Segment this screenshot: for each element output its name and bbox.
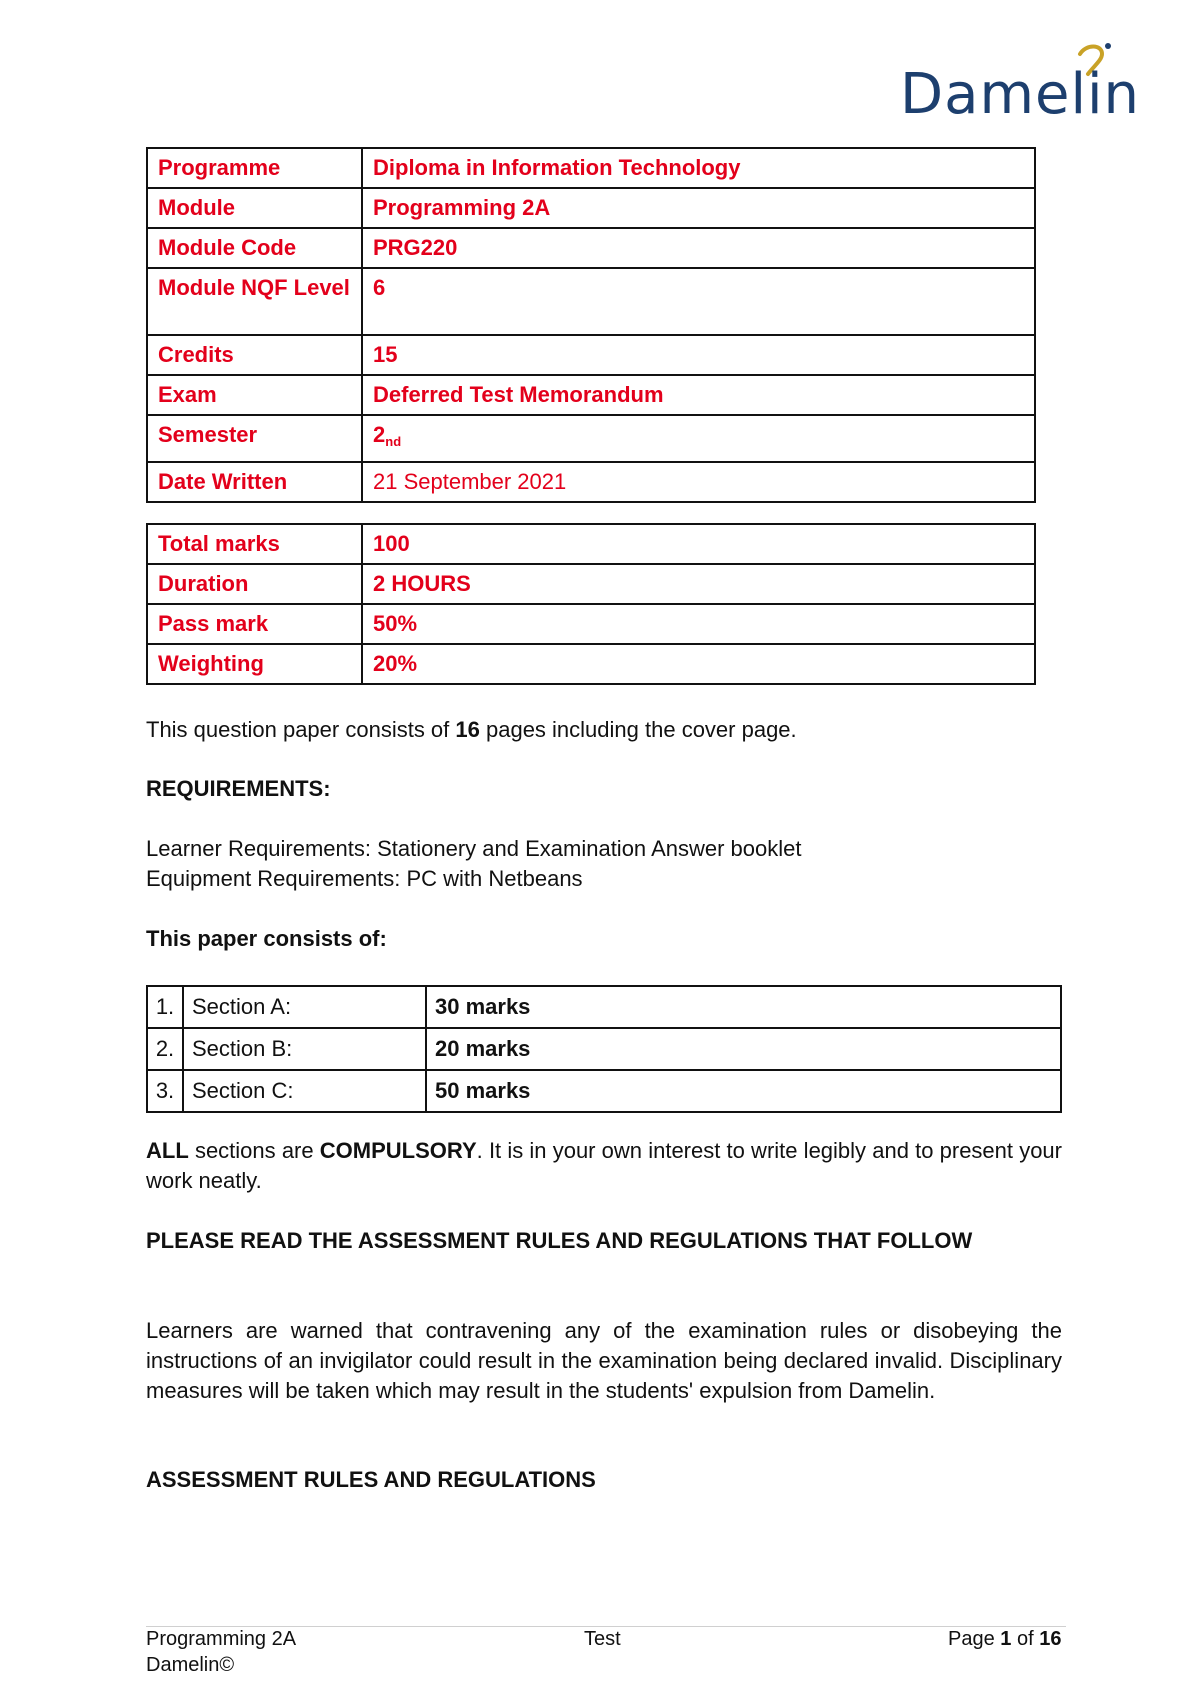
section-marks: 20 marks bbox=[426, 1028, 1061, 1070]
table-row bbox=[147, 268, 1035, 335]
section-name: Section B: bbox=[183, 1028, 426, 1070]
info-value: 6 bbox=[362, 268, 1035, 335]
footer-brand: Damelin© bbox=[146, 1654, 235, 1676]
section-number: 2. bbox=[147, 1028, 183, 1070]
marks-value: 50% bbox=[362, 604, 1035, 644]
sections-table bbox=[146, 985, 1062, 1113]
footer-page-number bbox=[948, 1626, 1061, 1652]
semester-number: 2 bbox=[373, 422, 386, 447]
rules-heading: ASSESSMENT RULES AND REGULATIONS bbox=[146, 1467, 596, 1492]
table-row bbox=[147, 644, 1035, 684]
table-row bbox=[147, 564, 1035, 604]
info-value: Diploma in Information Technology bbox=[362, 148, 1035, 188]
info-value bbox=[362, 415, 1035, 462]
section-number: 1. bbox=[147, 986, 183, 1028]
consists-heading: This paper consists of: bbox=[146, 926, 387, 951]
semester-suffix: nd bbox=[385, 434, 402, 449]
of-word: of bbox=[1016, 1628, 1034, 1650]
table-row bbox=[147, 462, 1035, 502]
equipment-requirements: Equipment Requirements: PC with Netbeans bbox=[146, 866, 583, 891]
info-value: Programming 2A bbox=[362, 188, 1035, 228]
compulsory-text: sections are bbox=[188, 1138, 320, 1163]
marks-value: 20% bbox=[362, 644, 1035, 684]
table-row bbox=[147, 524, 1035, 564]
module-info-table bbox=[146, 147, 1036, 503]
info-label: Credits bbox=[147, 335, 362, 375]
table-row bbox=[147, 375, 1035, 415]
please-read-heading: PLEASE READ THE ASSESSMENT RULES AND REGULATIONS THAT FOLLOW bbox=[146, 1228, 973, 1253]
compulsory-paragraph bbox=[146, 1136, 1062, 1196]
info-label: Module bbox=[147, 188, 362, 228]
page-current: 1 bbox=[1000, 1628, 1012, 1650]
section-marks: 30 marks bbox=[426, 986, 1061, 1028]
info-value: 21 September 2021 bbox=[362, 462, 1035, 502]
table-row bbox=[147, 1070, 1061, 1112]
warning-paragraph: Learners are warned that contravening any of the examination rules or disobeying the instructions of an invigilator could result in the examination being declared invalid. Disciplinary measures will be taken which may result in the students' expulsion from Damelin. bbox=[146, 1318, 1062, 1403]
page-total: 16 bbox=[1039, 1628, 1062, 1650]
pages-note bbox=[146, 715, 1066, 745]
learner-requirements: Learner Requirements: Stationery and Examination Answer booklet bbox=[146, 836, 802, 861]
section-name: Section C: bbox=[183, 1070, 426, 1112]
section-marks: 50 marks bbox=[426, 1070, 1061, 1112]
table-row bbox=[147, 1028, 1061, 1070]
page-word: Page bbox=[948, 1628, 995, 1650]
requirements-heading: REQUIREMENTS: bbox=[146, 776, 331, 801]
info-label: Date Written bbox=[147, 462, 362, 502]
info-label: Programme bbox=[147, 148, 362, 188]
info-label: Module Code bbox=[147, 228, 362, 268]
logo-wordmark: Damelin bbox=[900, 62, 1141, 127]
page-count: 16 bbox=[455, 717, 480, 742]
footer-center: Test bbox=[584, 1628, 621, 1650]
info-label: Semester bbox=[147, 415, 362, 462]
info-value: 15 bbox=[362, 335, 1035, 375]
info-label: Exam bbox=[147, 375, 362, 415]
pages-note-text: pages including the cover page. bbox=[479, 717, 797, 742]
marks-label: Weighting bbox=[147, 644, 362, 684]
pages-note-text: This question paper consists of bbox=[146, 717, 456, 742]
table-row bbox=[147, 415, 1035, 462]
table-row bbox=[147, 188, 1035, 228]
footer-module: Programming 2A bbox=[146, 1628, 297, 1650]
table-row bbox=[147, 335, 1035, 375]
damelin-logo bbox=[900, 40, 1141, 127]
marks-value: 100 bbox=[362, 524, 1035, 564]
info-label: Module NQF Level bbox=[147, 268, 362, 335]
section-number: 3. bbox=[147, 1070, 183, 1112]
table-row bbox=[147, 604, 1035, 644]
info-value: Deferred Test Memorandum bbox=[362, 375, 1035, 415]
marks-label: Total marks bbox=[147, 524, 362, 564]
table-row bbox=[147, 986, 1061, 1028]
table-row bbox=[147, 228, 1035, 268]
marks-table bbox=[146, 523, 1036, 685]
marks-label: Pass mark bbox=[147, 604, 362, 644]
info-value: PRG220 bbox=[362, 228, 1035, 268]
section-name: Section A: bbox=[183, 986, 426, 1028]
compulsory-emphasis: COMPULSORY bbox=[319, 1138, 477, 1163]
all-emphasis: ALL bbox=[146, 1138, 189, 1163]
table-row bbox=[147, 148, 1035, 188]
marks-label: Duration bbox=[147, 564, 362, 604]
footer-left bbox=[146, 1626, 296, 1678]
compulsory-text: . It is in your own interest to write legibly and to present your work neatly. bbox=[146, 1138, 1062, 1193]
marks-value: 2 HOURS bbox=[362, 564, 1035, 604]
